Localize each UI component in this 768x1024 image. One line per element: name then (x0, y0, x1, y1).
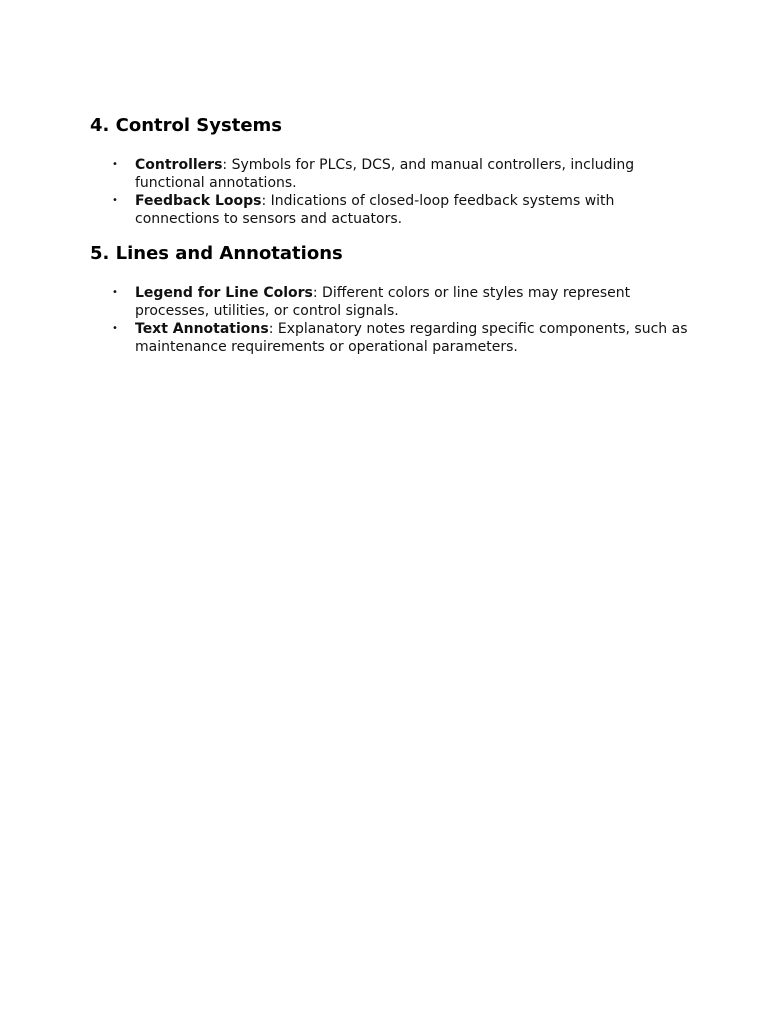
list-item-description: : Symbols for PLCs, DCS, and manual controllers, including functional annotations. (135, 157, 635, 191)
section-lines-and-annotations (90, 242, 690, 356)
bullet-list (90, 156, 690, 228)
section-heading: 5. Lines and Annotations (90, 243, 343, 264)
list-item-controllers (90, 156, 690, 192)
list-item-text-annotations (90, 320, 690, 356)
document-page (90, 114, 690, 356)
bullet-icon: • (112, 195, 118, 206)
list-item-description: : Explanatory notes regarding specific components, such as maintenance requirements or operational parameters. (135, 321, 688, 355)
list-item-feedback-loops (90, 192, 690, 228)
bullet-icon: • (112, 159, 118, 170)
list-item-term: Legend for Line Colors (135, 285, 313, 301)
list-item-term: Text Annotations (135, 321, 269, 337)
section-heading: 4. Control Systems (90, 115, 282, 136)
list-item-description: : Indications of closed-loop feedback systems with connections to sensors and actuators. (135, 193, 615, 227)
section-control-systems (90, 114, 690, 228)
bullet-list (90, 284, 690, 356)
list-item-term: Controllers (135, 157, 223, 173)
bullet-icon: • (112, 323, 118, 334)
list-item-legend-line-colors (90, 284, 690, 320)
list-item-term: Feedback Loops (135, 193, 262, 209)
list-item-description: : Different colors or line styles may represent processes, utilities, or control signals. (135, 285, 631, 319)
bullet-icon: • (112, 287, 118, 298)
